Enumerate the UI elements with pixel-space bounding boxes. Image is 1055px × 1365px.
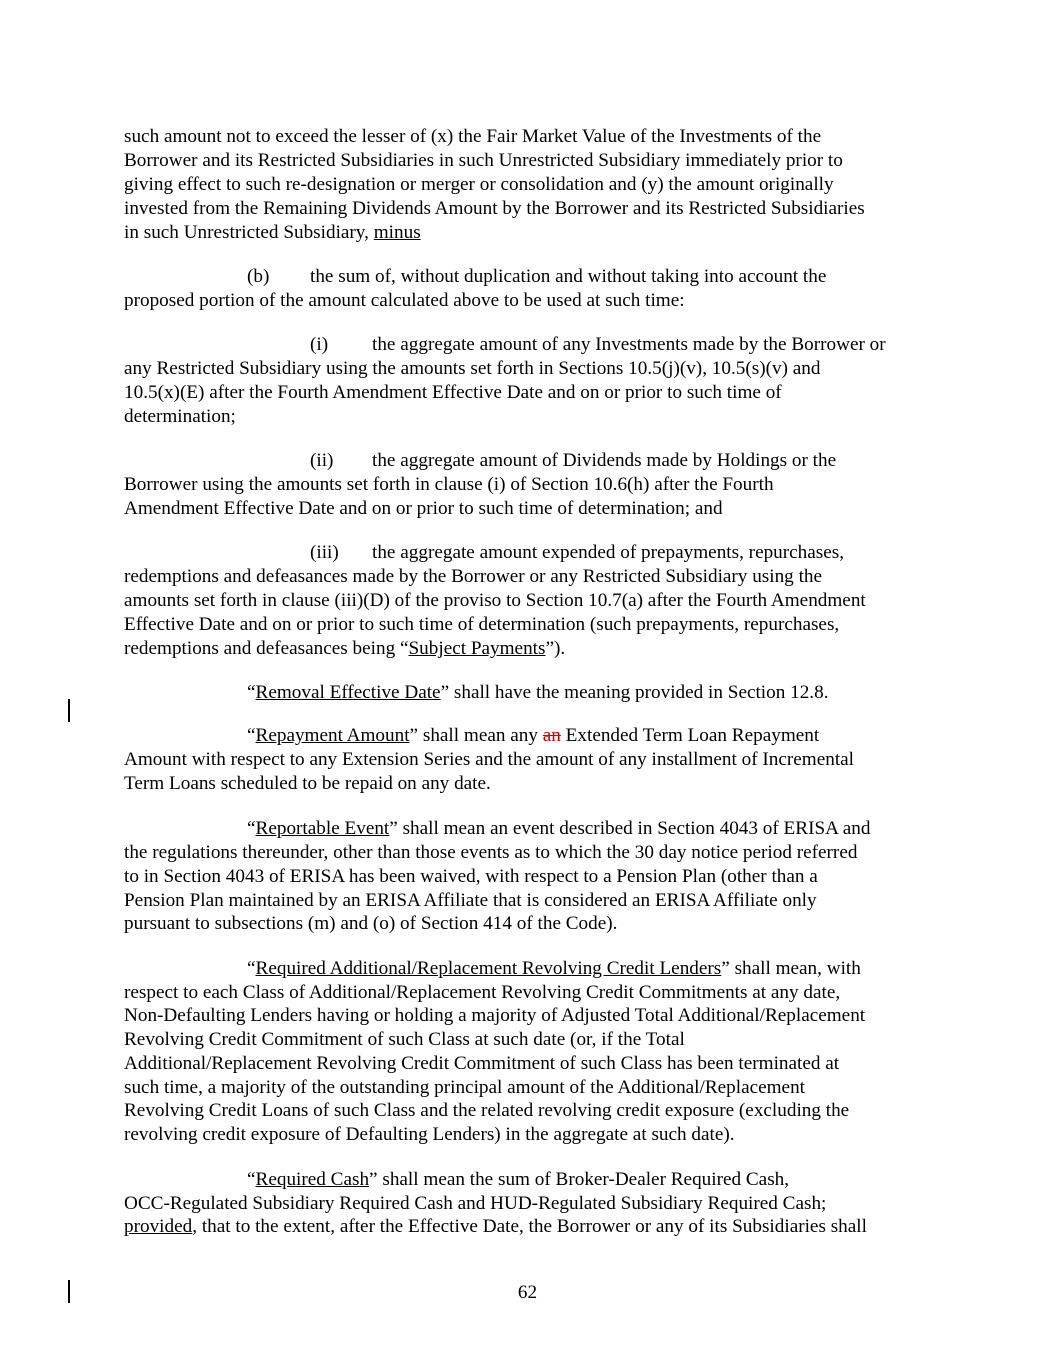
open-quote: “ bbox=[247, 725, 256, 746]
text-line: Effective Date and on or prior to such time of determination (such prepayments, repurchases, bbox=[124, 614, 840, 635]
text-segment: the sum of, without duplication and without taking into account the bbox=[310, 266, 827, 287]
clause-label-ii: (ii) bbox=[310, 450, 334, 471]
defined-term: Required Additional/Replacement Revolving Credit Lenders bbox=[255, 958, 722, 979]
text-line: giving effect to such re-designation or merger or consolidation and (y) the amount originally bbox=[124, 174, 834, 195]
text-line: Amendment Effective Date and on or prior to such time of determination; and bbox=[124, 498, 723, 519]
minus-term: minus bbox=[373, 222, 421, 243]
text-segment: redemptions and defeasances being “ bbox=[124, 638, 409, 659]
text-segment: the aggregate amount of any Investments made by the Borrower or bbox=[372, 334, 886, 355]
text-segment: ” shall mean any bbox=[409, 725, 543, 746]
text-line: pursuant to subsections (m) and (o) of Section 414 of the Code). bbox=[124, 913, 618, 934]
text-line: such time, a majority of the outstanding principal amount of the Additional/Replacement bbox=[124, 1077, 805, 1098]
change-bar bbox=[68, 699, 70, 722]
clause-i-first-line bbox=[310, 333, 886, 357]
text-line: Revolving Credit Commitment of such Class at such date (or, if the Total bbox=[124, 1029, 685, 1050]
text-line: Borrower using the amounts set forth in clause (i) of Section 10.6(h) after the Fourth bbox=[124, 474, 774, 495]
open-quote: “ bbox=[247, 682, 256, 703]
text-line: proposed portion of the amount calculated above to be used at such time: bbox=[124, 290, 685, 311]
defined-term: Reportable Event bbox=[255, 818, 390, 839]
text-line: OCC-Regulated Subsidiary Required Cash and HUD-Regulated Subsidiary Required Cash; bbox=[124, 1193, 827, 1214]
text-segment: the aggregate amount of Dividends made by Holdings or the bbox=[372, 450, 837, 471]
text-line: Additional/Replacement Revolving Credit Commitment of such Class has been terminated at bbox=[124, 1053, 840, 1074]
text-segment: in such Unrestricted Subsidiary, bbox=[124, 222, 374, 243]
text-line: respect to each Class of Additional/Replacement Revolving Credit Commitments at any date, bbox=[124, 982, 841, 1003]
definition-required-arrc-lenders bbox=[247, 957, 861, 981]
text-line: 10.5(x)(E) after the Fourth Amendment Effective Date and on or prior to such time of bbox=[124, 382, 782, 403]
text-line: Pension Plan maintained by an ERISA Affiliate that is considered an ERISA Affiliate only bbox=[124, 890, 817, 911]
clause-ii-first-line bbox=[310, 449, 836, 473]
defined-term: Removal Effective Date bbox=[255, 682, 441, 703]
clause-label-b: (b) bbox=[247, 266, 270, 287]
text-line: Term Loans scheduled to be repaid on any date. bbox=[124, 773, 491, 794]
text-segment: , that to the extent, after the Effective Date, the Borrower or any of its Subsidiaries shall bbox=[192, 1216, 867, 1237]
text-line bbox=[124, 637, 565, 661]
text-line bbox=[124, 1215, 867, 1239]
open-quote: “ bbox=[247, 958, 256, 979]
text-line: the regulations thereunder, other than those events as to which the 30 day notice period referred bbox=[124, 842, 858, 863]
clause-label-i: (i) bbox=[310, 334, 329, 355]
open-quote: “ bbox=[247, 1169, 256, 1190]
definition-repayment-amount bbox=[247, 724, 819, 748]
defined-term: Repayment Amount bbox=[255, 725, 410, 746]
text-line: amounts set forth in clause (iii)(D) of the proviso to Section 10.7(a) after the Fourth Amendment bbox=[124, 590, 866, 611]
text-line: any Restricted Subsidiary using the amounts set forth in Sections 10.5(j)(v), 10.5(s)(v) and bbox=[124, 358, 821, 379]
text-segment: ” shall mean, with bbox=[721, 958, 861, 979]
text-line: invested from the Remaining Dividends Amount by the Borrower and its Restricted Subsidiaries bbox=[124, 198, 865, 219]
text-line: revolving credit exposure of Defaulting Lenders) in the aggregate at such date). bbox=[124, 1124, 735, 1145]
text-segment: ” shall mean an event described in Section 4043 of ERISA and bbox=[389, 818, 871, 839]
text-line: redemptions and defeasances made by the Borrower or any Restricted Subsidiary using the bbox=[124, 566, 823, 587]
definition-required-cash bbox=[247, 1168, 789, 1192]
text-line: Borrower and its Restricted Subsidiaries in such Unrestricted Subsidiary immediately prior to bbox=[124, 150, 843, 171]
text-segment: ” shall mean the sum of Broker-Dealer Required Cash, bbox=[369, 1169, 790, 1190]
text-line: Revolving Credit Loans of such Class and the related revolving credit exposure (excluding the bbox=[124, 1100, 850, 1121]
text-line: such amount not to exceed the lesser of (x) the Fair Market Value of the Investments of the bbox=[124, 126, 822, 147]
text-segment: Extended Term Loan Repayment bbox=[560, 725, 820, 746]
defined-term: Required Cash bbox=[255, 1169, 370, 1190]
text-line: Amount with respect to any Extension Series and the amount of any installment of Incremental bbox=[124, 749, 855, 770]
definition-removal-effective-date bbox=[247, 681, 829, 705]
text-line bbox=[124, 221, 421, 245]
open-quote: “ bbox=[247, 818, 256, 839]
deleted-text: an bbox=[542, 725, 561, 746]
clause-iii-first-line bbox=[310, 541, 844, 565]
clause-b-first-line bbox=[247, 265, 826, 289]
text-line: Non-Defaulting Lenders having or holding a majority of Adjusted Total Additional/Replacement bbox=[124, 1005, 866, 1026]
text-segment: the aggregate amount expended of prepayments, repurchases, bbox=[372, 542, 845, 563]
text-line: to in Section 4043 of ERISA has been waived, with respect to a Pension Plan (other than a bbox=[124, 866, 818, 887]
defined-term: Subject Payments bbox=[408, 638, 546, 659]
page-number: 62 bbox=[517, 1282, 538, 1303]
provided-term: provided bbox=[124, 1216, 193, 1237]
text-segment: ” shall have the meaning provided in Section 12.8. bbox=[440, 682, 829, 703]
text-segment: ”). bbox=[545, 638, 566, 659]
text-line: determination; bbox=[124, 406, 236, 427]
definition-reportable-event bbox=[247, 817, 870, 841]
clause-label-iii: (iii) bbox=[310, 542, 339, 563]
